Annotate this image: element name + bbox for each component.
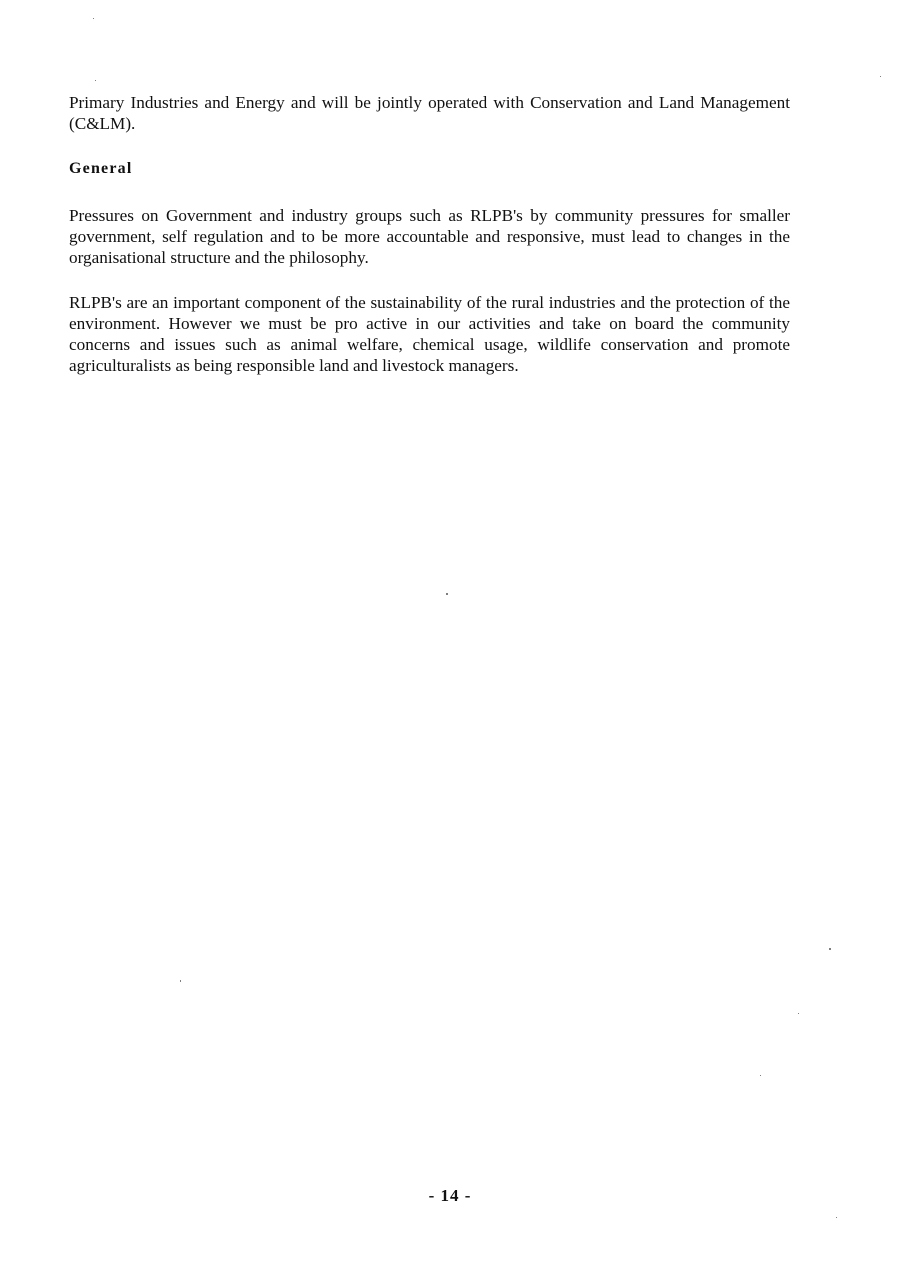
document-body xyxy=(69,92,790,376)
page-number: - 14 - xyxy=(428,1186,472,1205)
scan-speck xyxy=(95,80,96,81)
scan-speck xyxy=(880,76,881,77)
scan-speck xyxy=(180,980,181,982)
scan-speck xyxy=(93,18,94,19)
scan-speck xyxy=(446,593,448,595)
paragraph-rlpb-importance: RLPB's are an important component of the sustainability of the rural industries and the protection of the environment. However we must be pro active in our activities and take on board the community concerns and issues such as animal welfare, chemical usage, wildlife conservation and promote agriculturalists as being responsible land and livestock managers. xyxy=(69,293,790,375)
scan-speck xyxy=(836,1217,837,1218)
scan-speck xyxy=(798,1013,799,1014)
scan-speck xyxy=(760,1075,761,1076)
paragraph-pressures: Pressures on Government and industry groups such as RLPB's by community pressures for smaller government, self regulation and to be more accountable and responsive, must lead to changes in the organisational structure and the philosophy. xyxy=(69,206,790,267)
section-heading-general: General xyxy=(69,160,133,177)
paragraph-continuation: Primary Industries and Energy and will be jointly operated with Conservation and Land Management (C&LM). xyxy=(69,93,790,133)
scan-speck xyxy=(829,948,831,950)
